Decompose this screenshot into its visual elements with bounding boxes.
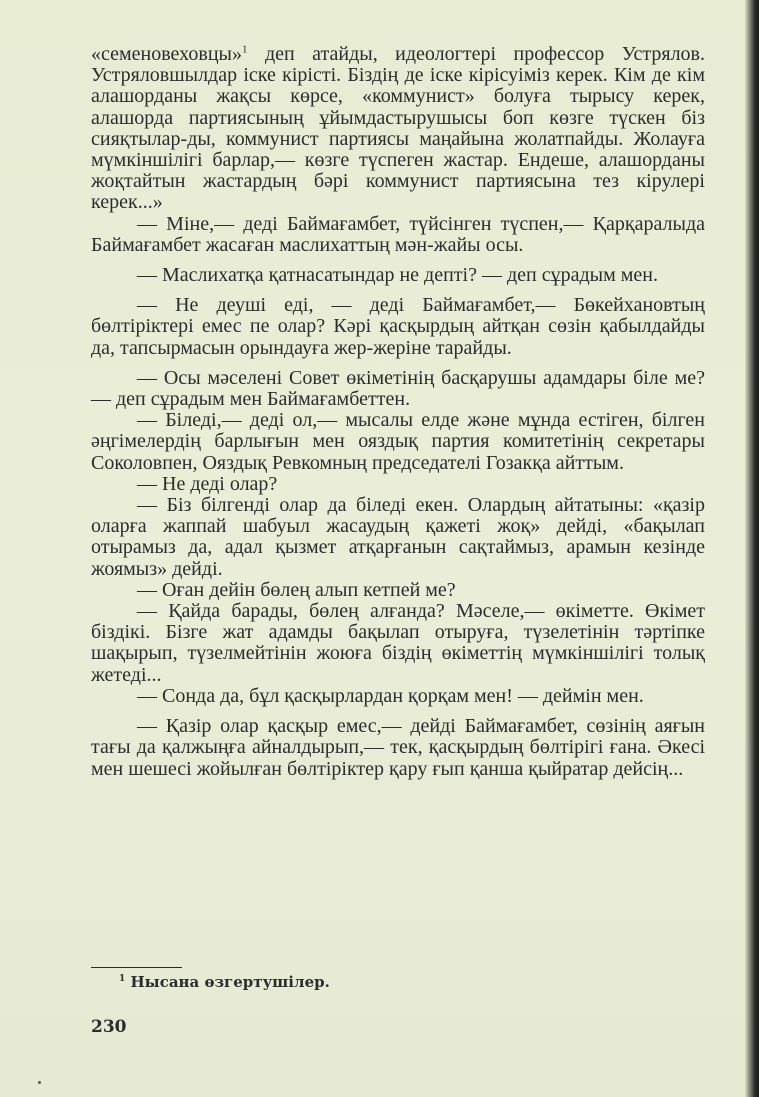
body-text xyxy=(91,44,705,780)
paragraph-1-rest: деп атайды, идеологтері профессор Устрялов. Устряловшылдар іске кірісті. Біздің де іске кірісуіміз керек. Кім де кім алашорданы жақсы көрсе, «коммунист» болуға тырысу керек, алашорда партиясының ұйымдастырушысы боп көзге түскен біз сияқтылар-ды, коммунист партиясы маңайына жолатпайды. Жолауға мүмкіншілігі барлар,— көзге түспеген жастар. Ендеше, алашорданы жоқтайтын жастардың бәрі коммунист партиясына тез кірулері керек...» xyxy=(91,43,705,214)
quoted-term: «семеновеховцы» xyxy=(91,43,242,65)
footnote xyxy=(119,973,330,991)
paragraph-2: — Міне,— деді Баймағамбет, түйсінген түспен,— Қарқаралыда Баймағамбет жасаған маслихаттың мән-жайы осы. xyxy=(91,212,705,256)
paragraph-5: — Осы мәселені Совет өкіметінің басқарушы адамдары біле ме? — деп сұрадым мен Баймағамбеттен. xyxy=(91,366,705,411)
paragraph-9: — Оған дейін бөлең алып кетпей ме? xyxy=(137,578,456,601)
paragraph-3: — Маслихатқа қатнасатындар не депті? — деп сұрадым мен. xyxy=(137,264,658,287)
paragraph-6: — Біледі,— деді ол,— мысалы елде және мұнда естіген, білген әңгімелердің барлығын мен ояздық партия комитетінің секретары Соколовпен, Ояздық Ревкомның председателі Гозакқа айттым. xyxy=(91,409,705,474)
paragraph-4: — Не деуші еді, — деді Баймағамбет,— Бөкейхановтың бөлтіріктері емес пе олар? Кәрі қасқырдың айтқан сөзін қабылдайды да, тапсырмасын орындауға жер-жеріне тарайды. xyxy=(91,294,705,359)
paper-speck xyxy=(38,1081,41,1084)
paragraph-1 xyxy=(91,44,705,214)
paragraph-10: — Қайда барады, бөлең алғанда? Мәселе,— өкіметте. Өкімет біздікі. Бізге жат адамды бақылап отыруға, түзелетінін тәртіпке шақырып, түзелмейтінін жоюға біздің өкіметтің мүмкіншілігі толық жетеді... xyxy=(91,600,705,686)
page-number: 230 xyxy=(91,1017,127,1037)
footnote-marker: 1 xyxy=(242,43,248,56)
footnote-text: Нысана өзгертушілер. xyxy=(125,973,330,991)
page-edge-shadow xyxy=(745,0,759,1097)
paragraph-8: — Біз білгенді олар да біледі екен. Олардың айтатыны: «қазір оларға жаппай шабуыл жасаудың қажеті жоқ» дейді, «бақылап отырамыз да, адал қызмет атқарғанын сақтаймыз, арамын кезінде жоямыз» дейді. xyxy=(91,494,705,580)
paragraph-12: — Қазір олар қасқыр емес,— дейді Баймағамбет, сөзінің аяғын тағы да қалжыңға айналдырып,— тек, қасқырдың бөлтірігі ғана. Әкесі мен шешесі жойылған бөлтіріктер қару ғып қанша қыйратар дейсің... xyxy=(91,715,705,780)
paragraph-7: — Не деді олар? xyxy=(137,472,278,495)
footnote-divider xyxy=(91,967,182,968)
footnote-mark: 1 xyxy=(119,974,126,984)
paragraph-11: — Сонда да, бұл қасқырлардан қорқам мен! — деймін мен. xyxy=(137,684,644,707)
